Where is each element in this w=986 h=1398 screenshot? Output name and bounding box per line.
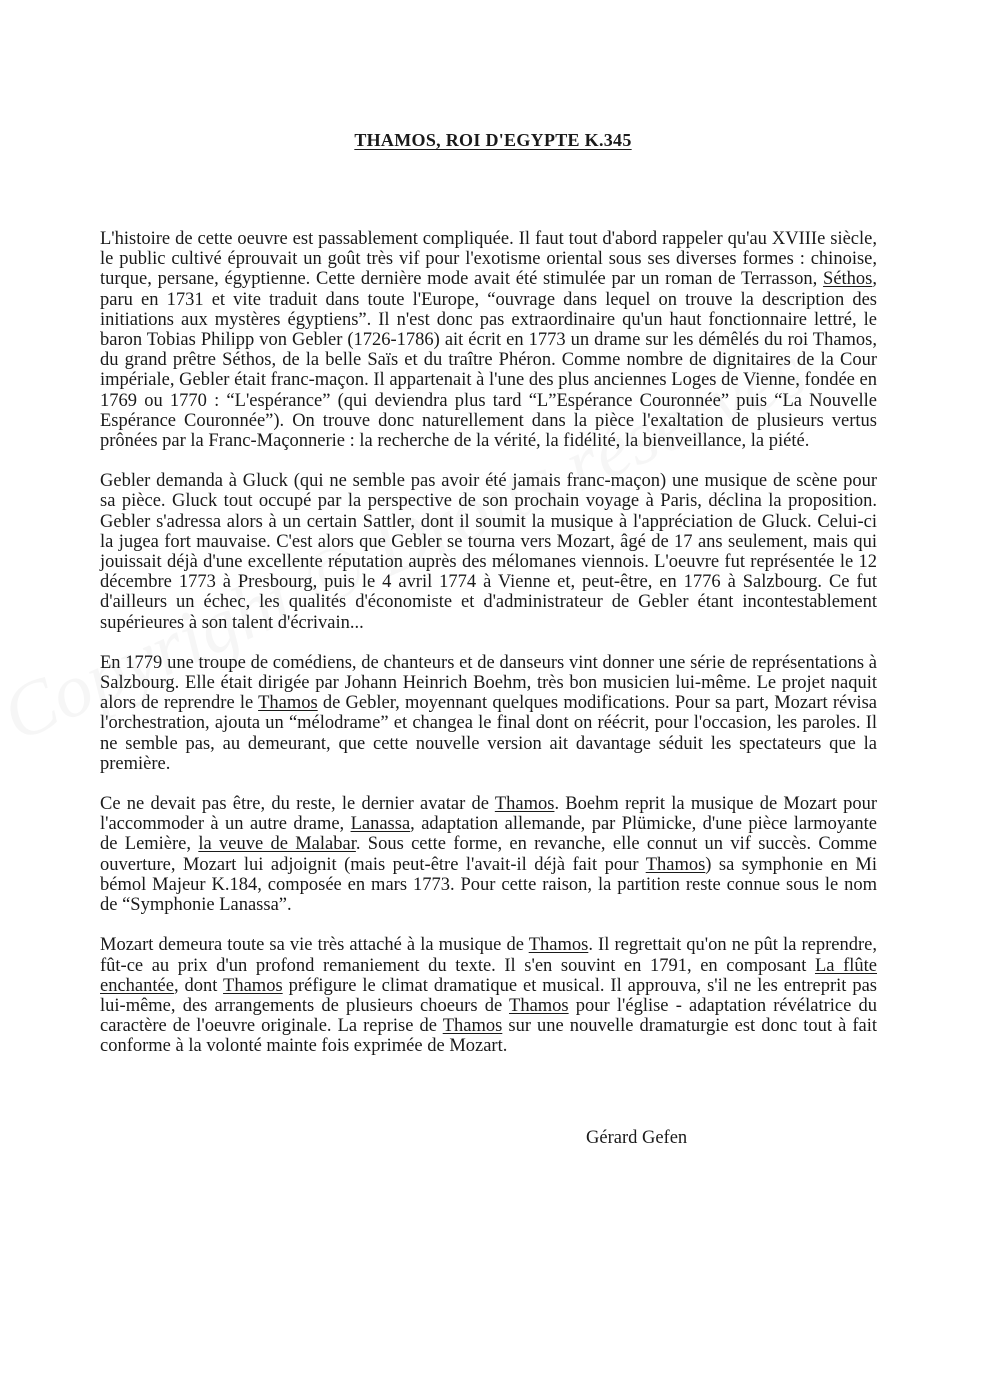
title-reference-thamos: Thamos (258, 693, 318, 714)
title-reference-thamos: Thamos (509, 995, 569, 1016)
paragraph-1-text-a: L'histoire de cette oeuvre est passablement compliquée. Il faut tout d'abord rappeler qu'au XVIIIe siècle, le public cultivé éprouvait un goût très vif pour l'exotisme oriental sous ses diverses formes : chinoise, turque, persane, égyptienne. Cette dernière mode avait été stimulée par un roman de Terrasson, (100, 229, 877, 290)
paragraph-4-text-b: . Boehm reprit la musique de Mozart pour l'accommoder à un autre drame, (100, 794, 877, 835)
title-reference-thamos: Thamos (223, 975, 283, 996)
paragraph-5-text-f: sur une nouvelle dramaturgie est donc tout à fait conforme à la volonté mainte fois exprimée de Mozart. (100, 1016, 877, 1057)
paragraph-1 (100, 229, 877, 451)
paragraph-4-text-e: ) sa symphonie en Mi bémol Majeur K.184, composée en mars 1773. Pour cette raison, la partition reste connue sous le nom de “Symphonie Lanassa”. (100, 854, 877, 916)
paragraph-3 (100, 653, 877, 774)
title-reference-thamos: Thamos (494, 794, 555, 815)
paragraph-5-text-c: , dont (173, 975, 224, 996)
title-reference-veuve-de-malabar: la veuve de Malabar (198, 834, 356, 855)
document-title-text: THAMOS, ROI D'EGYPTE K.345 (354, 130, 632, 150)
title-reference-thamos: Thamos (645, 854, 706, 875)
title-reference-flute-enchantee: La flûte enchantée (100, 955, 877, 996)
paragraph-5-text-d: préfigure le climat dramatique et musical. Il approuva, s'il ne les entreprit pas lui-même, des arrangements de plusieurs choeurs de (100, 975, 878, 1016)
paragraph-3-text-a: En 1779 une troupe de comédiens, de chanteurs et de danseurs vint donner une série de représentations à Salzbourg. Elle était dirigée par Johann Heinrich Boehm, très bon musicien lui-même. Le projet naquit alors de reprendre le (100, 652, 877, 714)
author-signature: Gérard Gefen (586, 1128, 688, 1148)
paragraph-4 (100, 794, 877, 915)
title-reference-thamos: Thamos (528, 935, 589, 956)
paragraph-5-text-a: Mozart demeura toute sa vie très attaché à la musique de (100, 935, 529, 956)
title-reference-sethos: Séthos (823, 269, 873, 290)
paragraph-4-text-c: , adaptation allemande, par Plümicke, d'une pièce larmoyante de Lemière, (100, 814, 877, 855)
title-reference-lanassa: Lanassa (350, 814, 411, 835)
paragraph-3-text-b: de Gebler, moyennant quelques modifications. Pour sa part, Mozart révisa l'orchestration, ajouta un “mélodrame” et changea le final dont on réécrit, pour l'occasion, les paroles. Il ne semble pas, au demeurant, que cette nouvelle version ait davantage séduit les spectateurs que la première. (100, 693, 877, 774)
paragraph-4-text-a: Ce ne devait pas être, du reste, le dernier avatar de (100, 794, 495, 815)
document-title (0, 130, 986, 151)
paragraph-1-text-b: , paru en 1731 et vite traduit dans toute l'Europe, “ouvrage dans lequel on trouve la description des initiations aux mystères égyptiens”. Il n'est donc pas extraordinaire qu'un haut fonctionnaire lettré, le baron Tobias Philipp von Gebler (1726-1786) ait écrit en 1773 un drame sur les démêlés du roi Thamos, du grand prêtre Séthos, de la belle Saïs et du traître Phéron. Comme nombre de dignitaires de la Cour impériale, Gebler était franc-maçon. Il appartenait à l'une des plus anciennes Loges de Vienne, fondée en 1769 ou 1770 : “L'espérance” (qui deviendra plus tard “L”Espérance Couronnée” puis “La Nouvelle Espérance Couronnée”). On trouve donc naturellement dans la pièce l'exaltation de plusieurs vertus prônées par la Franc-Maçonnerie : la recherche de la vérité, la fidélité, la bienveillance, la piété. (100, 269, 877, 452)
paragraph-5-text-b: . Il regrettait qu'on ne pût la reprendre, fût-ce au prix d'un profond remaniement du texte. Il s'en souvint en 1791, en composant (100, 935, 877, 976)
paragraph-2: Gebler demanda à Gluck (qui ne semble pas avoir été jamais franc-maçon) une musique de scène pour sa pièce. Gluck tout occupé par la perspective de son prochain voyage à Paris, déclina la proposition. Gebler s'adressa alors à un certain Sattler, dont il soumit la musique à l'appréciation de Gluck. Celui-ci la jugea fort mauvaise. C'est alors que Gebler se tourna vers Mozart, âgé de 17 ans seulement, mais qui jouissait déjà d'une excellente réputation auprès des mélomanes viennois. L'oeuvre fut représentée le 12 décembre 1773 à Presbourg, puis le 4 avril 1774 à Vienne et, peut-être, en 1776 à Salzbourg. Ce fut d'ailleurs un échec, les qualités d'économiste et d'administrateur de Gebler étant incontestablement supérieures à son talent d'écrivain... (100, 471, 877, 633)
title-reference-thamos: Thamos (442, 1016, 503, 1037)
paragraph-5 (100, 935, 877, 1056)
paragraph-5-text-e: pour l'église - adaptation révélatrice du caractère de l'oeuvre originale. La reprise de (100, 995, 878, 1037)
article-body (100, 229, 877, 1077)
paragraph-4-text-d: . Sous cette forme, en revanche, elle connut un vif succès. Comme ouverture, Mozart lui adjoignit (mais peut-être l'avait-il déjà fait pour (100, 834, 877, 875)
